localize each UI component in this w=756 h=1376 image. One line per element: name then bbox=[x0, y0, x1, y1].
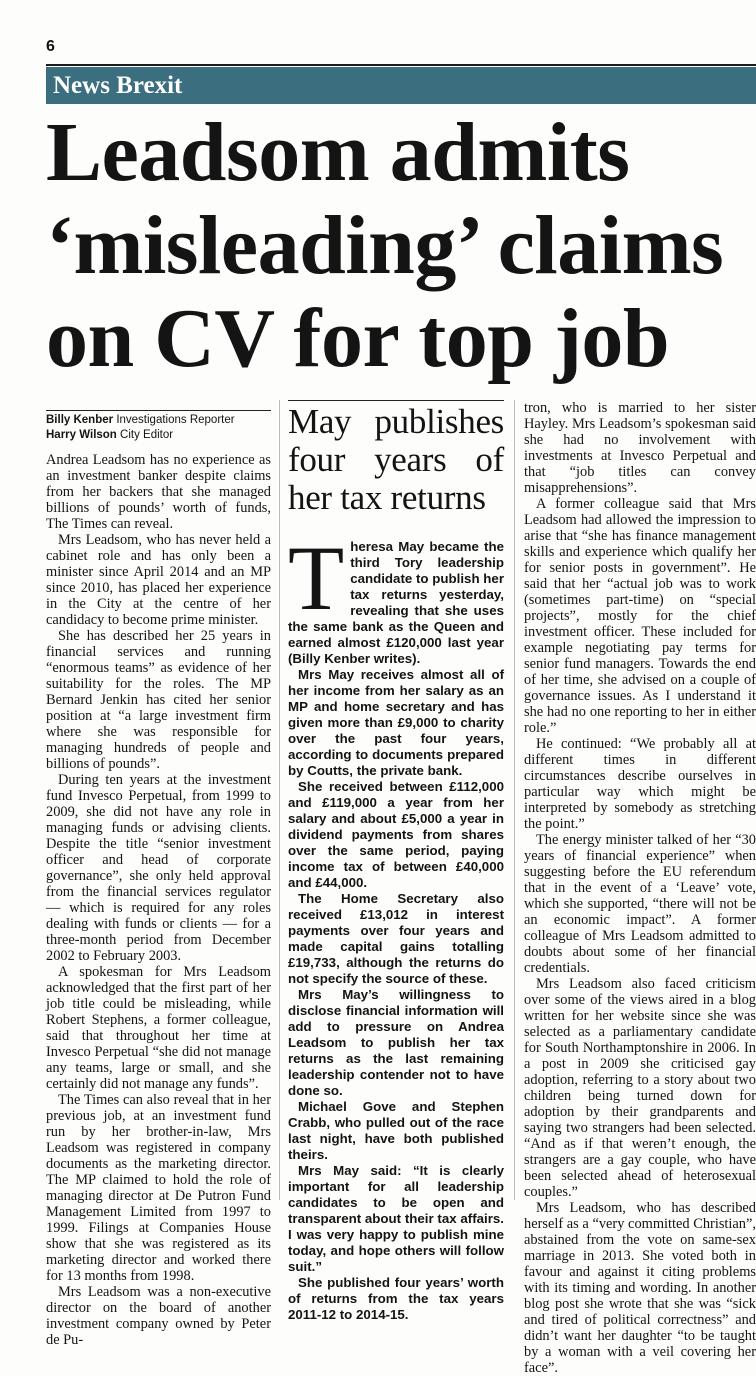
story-paragraph: The Home Secretary also received £13,012 in interest payments over four years and made capital gains totalling £19,733, although the returns do not specify the source of these. bbox=[288, 891, 504, 986]
story-paragraph: The Times can also reveal that in her previous job, at an investment fund run by her brother-in-law, Mrs Leadsom was registered in company documents as the marketing director. The MP claimed to hold the role of managing director at De Putron Fund Management Limited from 1997 to 1999. Filings at Companies House show that she was registered as its marketing director and worked there for 13 months from 1998. bbox=[46, 1092, 271, 1284]
story-paragraph: A former colleague said that Mrs Leadsom had allowed the impression to arise that “she has finance management skills and experience which qualify her for senior posts in government”. He said that her “actual job was to work (sometimes part-time) on “special projects”, mostly for the chief investment officer. These included for example negotiating pay terms for senior fund managers. Towards the end of her time, she advised on a couple of governance issues. As I understand it she had no one reporting to her in either role.” bbox=[524, 496, 756, 736]
story-paragraph: A spokesman for Mrs Leadsom acknowledged that the first part of her job title could be misleading, while Robert Stephens, a former colleague, said that throughout her time at Invesco Perpetual “she did not manage any teams, large or small, and she certainly did not manage any funds”. bbox=[46, 964, 271, 1092]
column-divider bbox=[514, 400, 515, 1200]
story-paragraph: Andrea Leadsom has no experience as an investment banker despite claims from her backers that she managed billions of pounds’ worth of funds, The Times can reveal. bbox=[46, 452, 271, 532]
story-paragraph: Mrs Leadsom also faced criticism over some of the views aired in a blog written for her website since she was selected as a parliamentary candidate for South Northamptonshire in 2006. In a post in 2009 she criticised gay adoption, referring to a story about two children being turned down for adoption by their grandparents and saying two strangers had been selected. “And as if that weren’t enough, the strangers are a gay couple, who have been selected ahead of heterosexual couples.” bbox=[524, 976, 756, 1200]
story-paragraph: The energy minister talked of her “30 years of financial experience” when suggesting before the EU referendum that in the event of a ‘Leave’ vote, which she supported, “there will not be an economic impact”. A former colleague of Mrs Leadsom admitted to doubts about some of her financial credentials. bbox=[524, 832, 756, 976]
story-paragraph: heresa May became the third Tory leadership candidate to publish her tax returns yesterday, revealing that she uses the same bank as the Queen and earned almost £120,000 last year (Billy Kenber writes). bbox=[288, 539, 504, 666]
byline bbox=[46, 410, 271, 443]
story-paragraph: Mrs Leadsom, who has never held a cabinet role and has only been a minister since April 2014 and an MP since 2010, has placed her experience in the City at the centre of her candidacy to become prime minister. bbox=[46, 532, 271, 628]
story-paragraph: She published four years’ worth of returns from the tax years 2011-12 to 2014-15. bbox=[288, 1275, 504, 1322]
continuation-column bbox=[524, 400, 756, 1376]
story-paragraph: Mrs May said: “It is clearly important for all leadership candidates to be open and transparent about their tax affairs. I was very happy to publish mine today, and hope others will follow suit.” bbox=[288, 1163, 504, 1274]
sidebar-story bbox=[288, 400, 504, 1323]
page-number: 6 bbox=[46, 38, 55, 55]
dropcap: T bbox=[288, 527, 345, 629]
sidebar-title: May publishes four years of her tax returns bbox=[288, 402, 504, 517]
headline: Leadsom admits ‘misleading’ claims on CV for top job bbox=[46, 106, 724, 385]
story-paragraph: Michael Gove and Stephen Crabb, who pulled out of the race last night, have both published theirs. bbox=[288, 1099, 504, 1162]
byline-author-1 bbox=[46, 413, 271, 428]
column-divider bbox=[279, 400, 280, 1200]
sidebar-lead bbox=[288, 527, 504, 667]
story-paragraph: She received between £112,000 and £119,000 a year from her salary and about £5,000 a year in dividend payments from shares over the same period, paying income tax of between £40,000 and £44,000. bbox=[288, 779, 504, 890]
story-paragraph: During ten years at the investment fund Invesco Perpetual, from 1999 to 2009, she did not have any role in managing funds or advising clients. Despite the title “senior investment officer and head of corporate governance”, she only held approval from the financial services regulator — which is required for any roles dealing with funds or clients — for a three-month period from December 2002 to February 2003. bbox=[46, 772, 271, 964]
story-paragraph: He continued: “We probably all at different times in different circumstances describe ourselves in particular way which might be interpreted by somebody as stretching the point.” bbox=[524, 736, 756, 832]
author-name: Billy Kenber bbox=[46, 414, 114, 426]
author-role: City Editor bbox=[120, 429, 174, 441]
story-paragraph: Mrs Leadsom was a non-executive director on the board of another investment company owned by Peter de Pu- bbox=[46, 1284, 271, 1348]
story-paragraph: Mrs May receives almost all of her income from her salary as an MP and home secretary and has given more than £9,000 to charity over the past four years, according to documents prepared by Coutts, the private bank. bbox=[288, 667, 504, 778]
author-role: Investigations Reporter bbox=[116, 414, 235, 426]
top-rule bbox=[46, 64, 756, 66]
author-name: Harry Wilson bbox=[46, 429, 117, 441]
byline-author-2 bbox=[46, 428, 271, 443]
story-paragraph: She has described her 25 years in financial services and running “enormous teams” as evidence of her suitability for the roles. The MP Bernard Jenkin has cited her senior position at “a large investment firm where she was responsible for managing hundreds of people and billions of pounds”. bbox=[46, 628, 271, 772]
section-label: News Brexit bbox=[46, 67, 756, 104]
story-paragraph: tron, who is married to her sister Hayley. Mrs Leadsom’s spokesman said she had no involvement with investments at Invesco Perpetual and that “job titles can convey misapprehensions”. bbox=[524, 400, 756, 496]
story-paragraph: Mrs May’s willingness to disclose financial information will add to pressure on Andrea Leadsom to publish her tax returns as the last remaining leadership contender not to have done so. bbox=[288, 987, 504, 1098]
main-story-column bbox=[46, 452, 271, 1348]
story-paragraph: Mrs Leadsom, who has described herself as a “very committed Christian”, abstained from the vote on same-sex marriage in 2013. She voted both in favour and against it citing problems with its timing and wording. In another blog post she wrote that she was “sick and tired of political correctness” and didn’t want her daughter “to be taught by a woman with a veil covering her face”. bbox=[524, 1200, 756, 1376]
